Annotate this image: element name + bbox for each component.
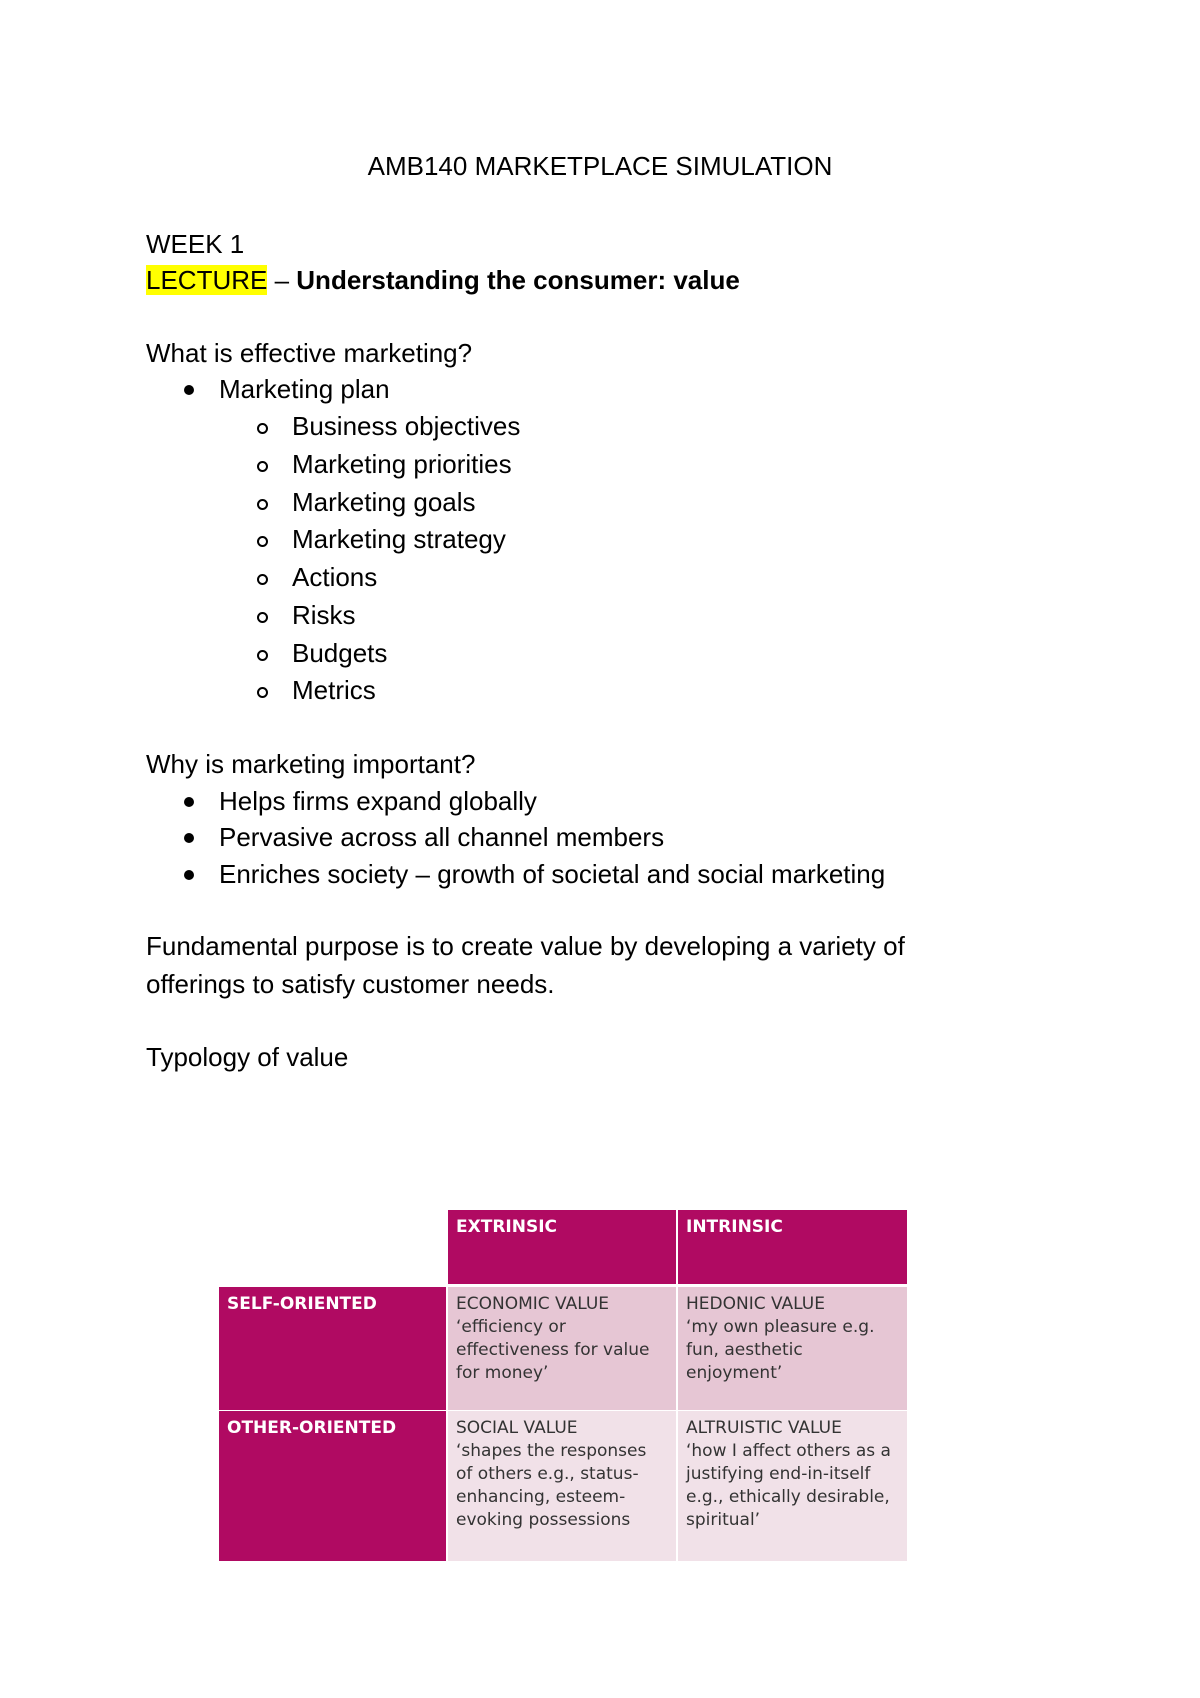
cell-description: ‘efficiency or effectiveness for value for money’	[456, 1317, 650, 1383]
typology-heading: Typology of value	[146, 1042, 349, 1072]
bullet-circle-icon	[257, 423, 268, 434]
purpose-line-2: offerings to satisfy customer needs.	[146, 969, 555, 999]
list-item-label: Helps firms expand globally	[219, 786, 537, 816]
week-heading: WEEK 1	[146, 229, 245, 259]
bullet-circle-icon	[257, 461, 268, 472]
lecture-topic: Understanding the consumer: value	[296, 265, 740, 295]
bullet-dot-icon	[184, 797, 194, 807]
bullet-circle-icon	[257, 650, 268, 661]
cell-altruistic-value	[678, 1411, 907, 1561]
bullet-circle-icon	[257, 499, 268, 510]
row-header-other-oriented: OTHER-ORIENTED	[219, 1411, 446, 1561]
sub-list-item-label: Actions	[292, 562, 378, 592]
sub-list-item-label: Marketing strategy	[292, 524, 506, 554]
bullet-dot-icon	[184, 833, 194, 843]
cell-social-value	[448, 1411, 676, 1561]
list-item-label: Enriches society – growth of societal and social marketing	[219, 859, 886, 889]
list-item-label: Marketing plan	[219, 374, 390, 404]
cell-description: ‘how I affect others as a justifying end-in-itself e.g., ethically desirable, spiritual’	[686, 1441, 891, 1530]
bullet-circle-icon	[257, 687, 268, 698]
sub-list-item-label: Metrics	[292, 675, 376, 705]
sub-list-item-label: Risks	[292, 600, 356, 630]
lecture-dash: –	[267, 265, 297, 295]
sub-list-item-label: Marketing goals	[292, 487, 476, 517]
cell-economic-value	[448, 1287, 676, 1410]
cell-description: ‘shapes the responses of others e.g., status-enhancing, esteem-evoking possessions	[456, 1441, 647, 1530]
bullet-dot-icon	[184, 870, 194, 880]
bullet-circle-icon	[257, 574, 268, 585]
cell-title: HEDONIC VALUE	[686, 1294, 825, 1314]
lecture-heading	[146, 262, 740, 298]
cell-hedonic-value	[678, 1287, 907, 1410]
purpose-line-1: Fundamental purpose is to create value by developing a variety of	[146, 931, 905, 961]
question-marketing-important: Why is marketing important?	[146, 749, 476, 779]
lecture-tag: LECTURE	[146, 265, 268, 295]
question-effective-marketing: What is effective marketing?	[146, 338, 473, 368]
list-item-label: Pervasive across all channel members	[219, 822, 665, 852]
sub-list-item-label: Marketing priorities	[292, 449, 512, 479]
sub-list-item-label: Business objectives	[292, 411, 521, 441]
bullet-dot-icon	[184, 385, 194, 395]
cell-title: ECONOMIC VALUE	[456, 1294, 610, 1314]
cell-title: ALTRUISTIC VALUE	[686, 1418, 842, 1438]
document-title: AMB140 MARKETPLACE SIMULATION	[367, 151, 833, 181]
col-header-intrinsic: INTRINSIC	[678, 1210, 907, 1284]
sub-list-item-label: Budgets	[292, 638, 388, 668]
cell-description: ‘my own pleasure e.g. fun, aesthetic enjoyment’	[686, 1317, 875, 1383]
cell-title: SOCIAL VALUE	[456, 1418, 578, 1438]
bullet-circle-icon	[257, 536, 268, 547]
row-header-self-oriented: SELF-ORIENTED	[219, 1287, 446, 1410]
bullet-circle-icon	[257, 612, 268, 623]
col-header-extrinsic: EXTRINSIC	[448, 1210, 676, 1284]
